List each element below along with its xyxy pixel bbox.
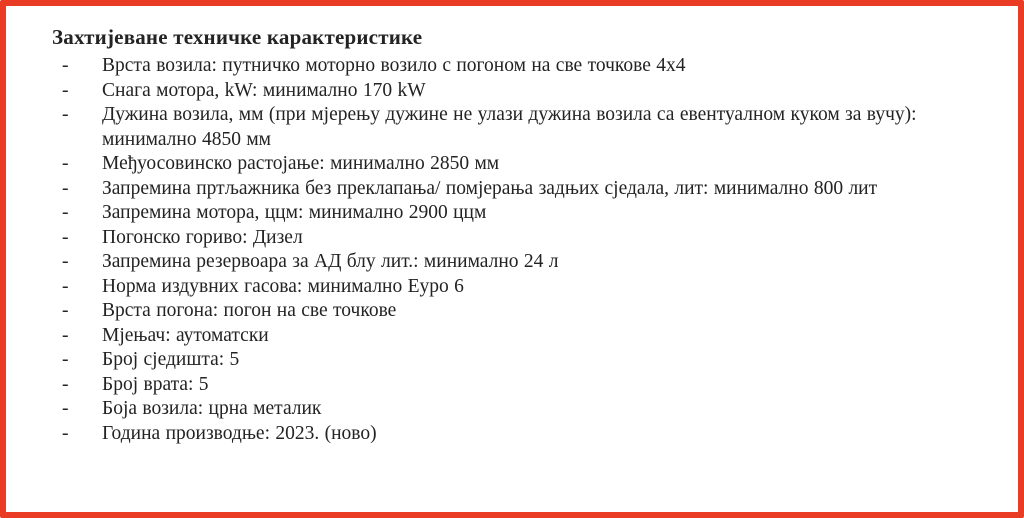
bullet-dash: -	[62, 226, 69, 248]
spec-item	[46, 373, 1006, 398]
spec-item-text: Снага мотора, kW: минимално 170 kW	[102, 79, 426, 101]
spec-item-text: Дужина возила, мм (при мјерењу дужине не улази дужина возила са евентуалном куком за вучу): минимално 4850 мм	[102, 104, 917, 150]
spec-item	[46, 397, 1006, 422]
spec-item	[46, 201, 1006, 226]
spec-item	[46, 79, 1006, 104]
spec-item-text: Број врата: 5	[102, 373, 209, 395]
spec-item-text: Погонско гориво: Дизел	[102, 226, 303, 248]
spec-item	[46, 275, 1006, 300]
spec-item-text: Мјењач: аутоматски	[102, 324, 269, 346]
bullet-dash: -	[62, 251, 69, 272]
spec-item	[46, 324, 1006, 349]
bullet-dash: -	[62, 422, 69, 444]
spec-item	[46, 226, 1006, 251]
bullet-dash: -	[62, 177, 69, 199]
spec-item-text: Боја возила: црна металик	[102, 398, 322, 419]
bullet-dash: -	[62, 398, 69, 419]
spec-item-text: Година производње: 2023. (ново)	[102, 422, 377, 444]
bullet-dash: -	[62, 300, 69, 321]
spec-item	[46, 422, 1006, 447]
spec-item	[46, 250, 1006, 275]
bullet-dash: -	[62, 373, 69, 395]
bullet-dash: -	[62, 153, 69, 174]
spec-item	[46, 54, 1006, 79]
bullet-dash: -	[62, 55, 69, 76]
spec-item	[46, 299, 1006, 324]
spec-document	[46, 24, 1006, 446]
spec-item	[46, 177, 1006, 202]
spec-item	[46, 348, 1006, 373]
spec-item-text: Врста возила: путничко моторно возило с погоном на све точкове 4х4	[102, 55, 686, 76]
bullet-dash: -	[62, 275, 69, 297]
spec-item-text: Запремина резервоара за АД блу лит.: минимално 24 л	[102, 251, 559, 272]
document-heading: Захтијеване техничке карактеристике	[52, 25, 423, 49]
spec-item	[46, 103, 1006, 152]
bullet-dash: -	[62, 79, 69, 101]
spec-item-text: Запремина мотора, ццм: минимално 2900 ццм	[102, 202, 487, 223]
spec-item-text: Међуосовинско растојање: минимално 2850 мм	[102, 153, 500, 174]
bullet-dash: -	[62, 349, 69, 370]
bullet-dash: -	[62, 104, 69, 125]
spec-item-text: Запремина пртљажника без преклапања/ помјерања задњих сједала, лит: минимално 800 лит	[102, 177, 878, 199]
spec-item	[46, 152, 1006, 177]
spec-item-text: Број сједишта: 5	[102, 349, 240, 370]
bullet-dash: -	[62, 324, 69, 346]
spec-item-text: Норма издувних гасова: минимално Еуро 6	[102, 275, 464, 297]
spec-list	[46, 54, 1006, 446]
bullet-dash: -	[62, 202, 69, 223]
spec-item-text: Врста погона: погон на све точкове	[102, 300, 397, 321]
